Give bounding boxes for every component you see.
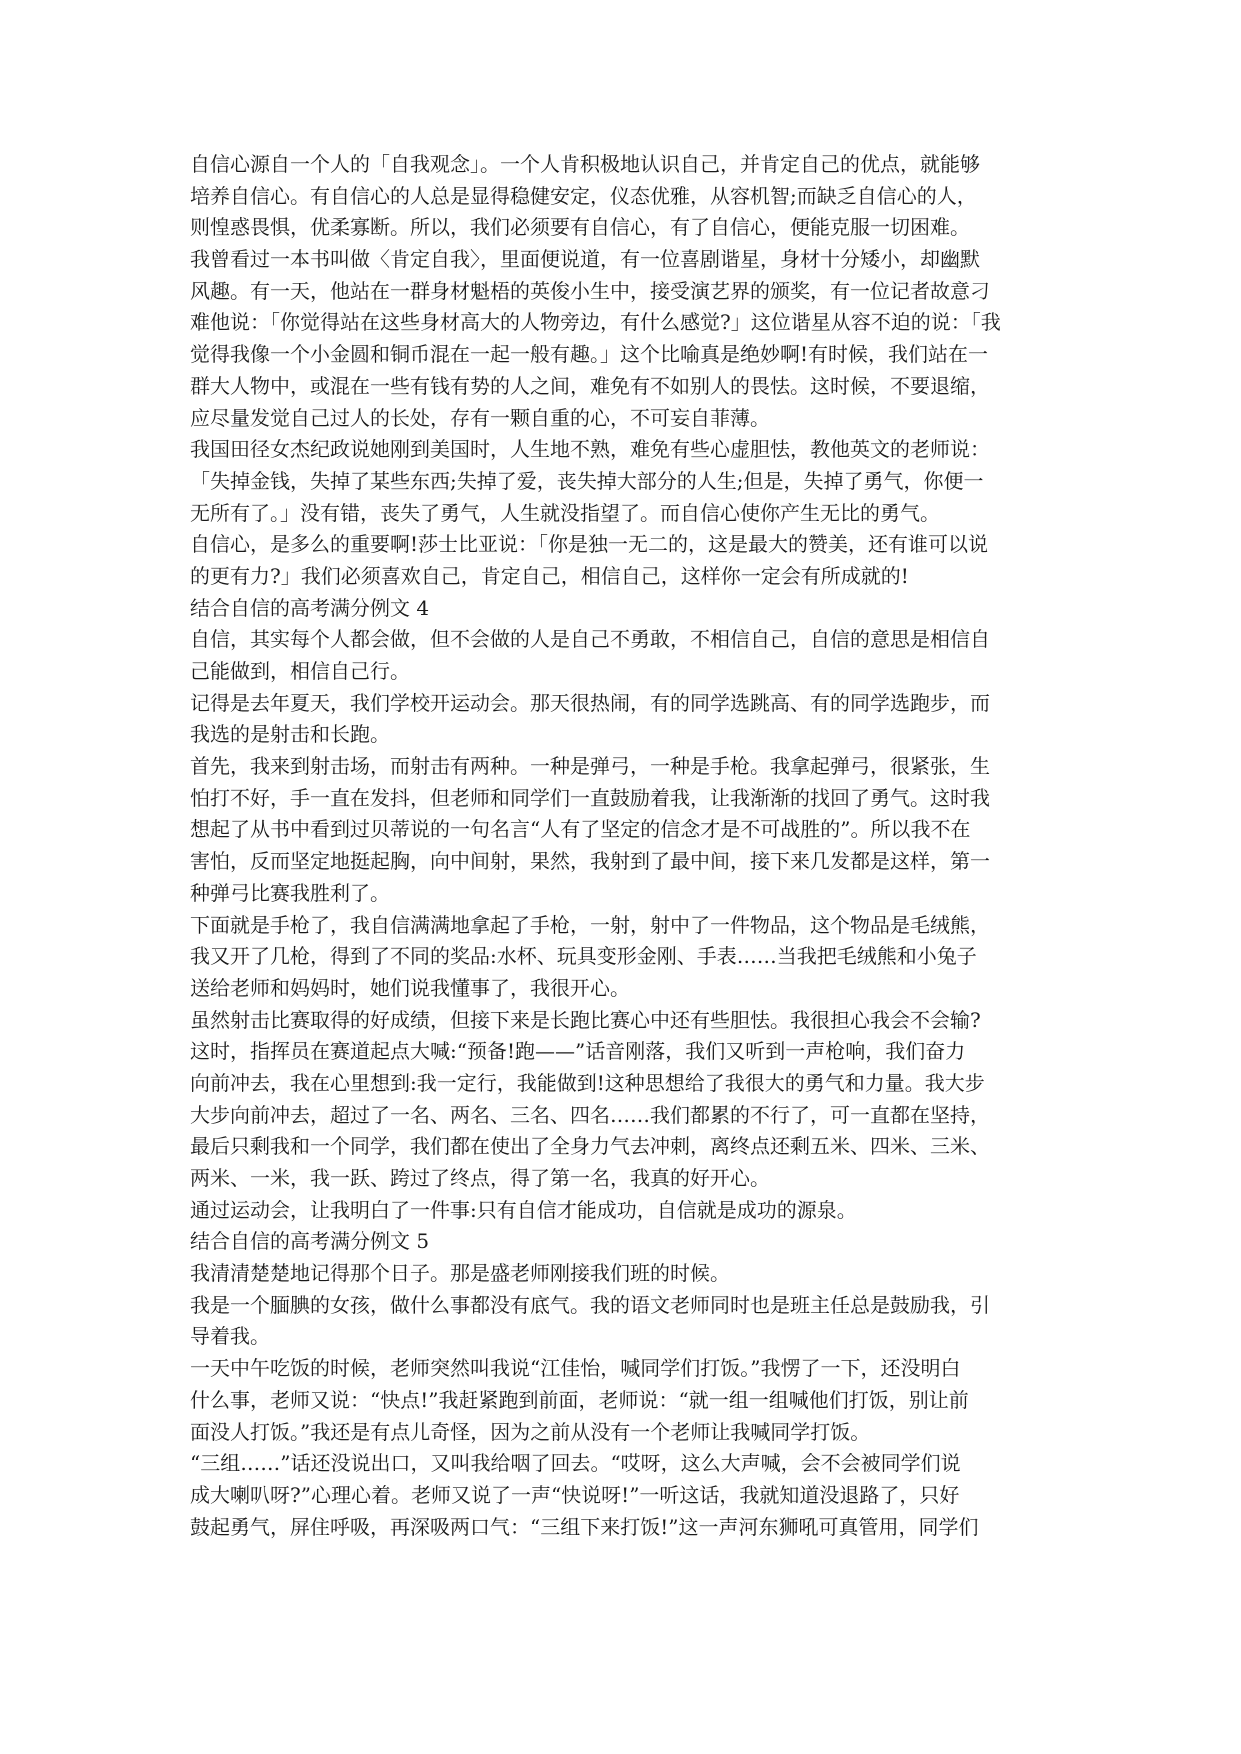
text-line: 成大喇叭呀?”心理心着。老师又说了一声“快说呀!”一听这话，我就知道没退路了，只好 (190, 1482, 960, 1507)
text-line: 面没人打饭。”我还是有点儿奇怪，因为之前从没有一个老师让我喊同学打饭。 (190, 1419, 871, 1444)
paragraph (190, 1353, 1058, 1448)
text-line: 我清清楚楚地记得那个日子。那是盛老师刚接我们班的时候。 (190, 1261, 730, 1286)
text-line: 一天中午吃饭的时候，老师突然叫我说“江佳怡，喊同学们打饭。”我愣了一下，还没明白 (190, 1356, 961, 1381)
text-line: 难他说：「你觉得站在这些身材高大的人物旁边，有什么感觉?」这位谐星从容不迫的说：「我 (190, 310, 1001, 335)
text-line: 我选的是射击和长跑。 (190, 722, 390, 747)
text-line: 应尽量发觉自己过人的长处，存有一颗自重的心，不可妄自菲薄。 (190, 405, 770, 430)
text-line: 鼓起勇气，屏住呼吸，再深吸两口气：“三组下来打饭!”这一声河东狮吼可真管用，同学们 (190, 1514, 979, 1539)
text-line: 通过运动会，让我明白了一件事:只有自信才能成功，自信就是成功的源泉。 (190, 1197, 857, 1222)
text-line: 我曾看过一本书叫做〈肯定自我〉，里面便说道，有一位喜剧谐星，身材十分矮小，却幽默 (190, 247, 980, 272)
section-heading (190, 1226, 1058, 1258)
text-line: 「失掉金钱，失掉了某些东西;失掉了爱，丧失掉大部分的人生;但是，失掉了勇气，你便一 (190, 468, 984, 493)
text-line: 自信心源自一个人的「自我观念」。一个人肯积极地认识自己，并肯定自己的优点，就能够 (190, 152, 980, 176)
paragraph (190, 1258, 1058, 1290)
text-line: 大步向前冲去，超过了一名、两名、三名、四名……我们都累的不行了，可一直都在坚持， (190, 1102, 990, 1127)
text-line: 首先，我来到射击场，而射击有两种。一种是弹弓，一种是手枪。我拿起弹弓，很紧张，生 (190, 754, 990, 779)
text-line: 送给老师和妈妈时，她们说我懂事了，我很开心。 (190, 975, 630, 1000)
text-line: 导着我。 (190, 1324, 270, 1349)
paragraph (190, 149, 1058, 244)
text-line: 则惶惑畏惧，优柔寡断。所以，我们必须要有自信心，有了自信心，便能克服一切困难。 (190, 215, 970, 240)
text-line: 群大人物中，或混在一些有钱有势的人之间，难免有不如别人的畏怯。这时候，不要退缩， (190, 373, 990, 398)
text-line: 怕打不好，手一直在发抖，但老师和同学们一直鼓励着我，让我渐渐的找回了勇气。这时我 (190, 785, 990, 810)
text-line: 自信心，是多么的重要啊!莎士比亚说：「你是独一无二的，这是最大的赞美，还有谁可以说 (190, 532, 989, 557)
heading-text: 结合自信的高考满分例文 4 (190, 595, 430, 620)
text-line: 害怕，反而坚定地挺起胸，向中间射，果然，我射到了最中间，接下来几发都是这样，第一 (190, 849, 990, 874)
paragraph (190, 529, 1058, 592)
text-line: 风趣。有一天，他站在一群身材魁梧的英俊小生中，接受演艺界的颁奖，有一位记者故意刁 (190, 278, 990, 303)
text-line: 自信，其实每个人都会做，但不会做的人是自己不勇敢，不相信自己，自信的意思是相信自 (190, 627, 990, 652)
text-line: 记得是去年夏天，我们学校开运动会。那天很热闹，有的同学选跳高、有的同学选跑步，而 (190, 690, 990, 715)
text-line: 种弹弓比赛我胜利了。 (190, 880, 390, 905)
text-line: 虽然射击比赛取得的好成绩，但接下来是长跑比赛心中还有些胆怯。我很担心我会不会输? (190, 1007, 981, 1032)
paragraph (190, 1448, 1058, 1543)
text-line: 培养自信心。有自信心的人总是显得稳健安定，仪态优雅，从容机智;而缺乏自信心的人， (190, 183, 977, 208)
text-line: 我国田径女杰纪政说她刚到美国时，人生地不熟，难免有些心虚胆怯，教他英文的老师说： (190, 437, 990, 462)
paragraph (190, 1195, 1058, 1227)
text-line: 觉得我像一个小金圆和铜币混在一起一般有趣。」这个比喻真是绝妙啊!有时候，我们站在一 (190, 342, 989, 367)
document-page (190, 149, 1058, 1543)
paragraph (190, 434, 1058, 529)
paragraph (190, 688, 1058, 751)
paragraph (190, 751, 1058, 909)
text-line: 无所有了。」没有错，丧失了勇气，人生就没指望了。而自信心使你产生无比的勇气。 (190, 500, 940, 525)
paragraph (190, 244, 1058, 434)
paragraph (190, 624, 1058, 687)
text-line: “三组……”话还没说出口，又叫我给咽了回去。“哎呀，这么大声喊，会不会被同学们说 (190, 1451, 961, 1476)
text-line: 最后只剩我和一个同学，我们都在使出了全身力气去冲刺，离终点还剩五米、四米、三米、 (190, 1134, 990, 1159)
text-line: 下面就是手枪了，我自信满满地拿起了手枪，一射，射中了一件物品，这个物品是毛绒熊， (190, 912, 990, 937)
text-line: 什么事，老师又说：“快点!”我赶紧跑到前面，老师说：“就一组一组喊他们打饭，别让前 (190, 1387, 969, 1412)
text-line: 我又开了几枪，得到了不同的奖品:水杯、玩具变形金刚、手表……当我把毛绒熊和小兔子 (190, 944, 977, 969)
text-line: 我是一个腼腆的女孩，做什么事都没有底气。我的语文老师同时也是班主任总是鼓励我，引 (190, 1292, 990, 1317)
paragraph (190, 1290, 1058, 1353)
text-line: 向前冲去，我在心里想到:我一定行，我能做到!这种思想给了我很大的勇气和力量。我大步 (190, 1070, 985, 1095)
section-heading (190, 593, 1058, 625)
paragraph (190, 910, 1058, 1005)
paragraph (190, 1005, 1058, 1195)
text-line: 的更有力?」我们必须喜欢自己，肯定自己，相信自己，这样你一定会有所成就的! (190, 563, 909, 588)
text-line: 想起了从书中看到过贝蒂说的一句名言“人有了坚定的信念才是不可战胜的”。所以我不在 (190, 817, 971, 842)
text-line: 己能做到，相信自己行。 (190, 659, 410, 683)
text-line: 两米、一米，我一跃、跨过了终点，得了第一名，我真的好开心。 (190, 1166, 770, 1190)
heading-text: 结合自信的高考满分例文 5 (190, 1229, 430, 1254)
text-line: 这时，指挥员在赛道起点大喊:“预备!跑——”话音刚落，我们又听到一声枪响，我们奋力 (190, 1039, 966, 1064)
